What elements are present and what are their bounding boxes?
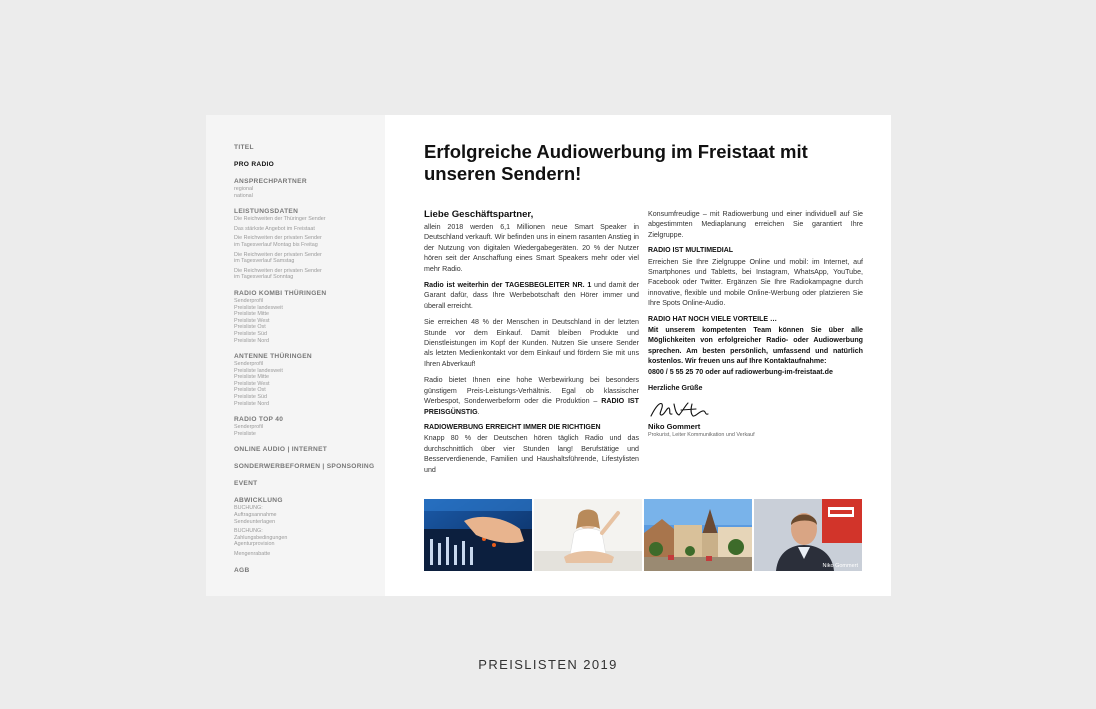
signature-image xyxy=(648,398,863,420)
sidebar-subitem[interactable]: Die Reichweiten der privaten Sender im Tagesverlauf Samstag xyxy=(234,251,322,265)
sidebar-section xyxy=(234,177,385,199)
page-title-line-2: unseren Sendern! xyxy=(424,163,582,184)
sidebar-subitem[interactable]: Preisliste Süd xyxy=(234,394,267,401)
paragraph-konsumfreudige: Konsumfreudige – mit Radiowerbung und einer individuell auf Sie abgestimmten Mediaplanung erreichen Sie garantiert Ihre Zielgruppe. xyxy=(648,210,863,239)
sidebar-subitem[interactable]: Preisliste xyxy=(234,430,256,437)
contact-line: 0800 / 5 55 25 70 oder auf radiowerbung-im-freistaat.de xyxy=(648,367,833,376)
paragraph-smart-speaker: allein 2018 werden 6,1 Millionen neue Smart Speaker in Deutschland verkauft. Wir befinden uns in einem rasanten Anstieg in der Nutzung von digitalen Wiedergabegeräten. 20 % der Nutzer hören seit der Anschaffung eines Smart Speakers mehr oder viel mehr Radio. xyxy=(424,223,639,273)
sidebar-item[interactable]: ANSPRECHPARTNER xyxy=(234,178,307,185)
page-title-line-1: Erfolgreiche Audiowerbung im Freistaat mit xyxy=(424,141,808,162)
sidebar-subitem[interactable]: Preisliste Mitte xyxy=(234,374,270,381)
sidebar-subitem[interactable]: Preisliste Ost xyxy=(234,324,266,331)
sidebar-subitem[interactable]: regional xyxy=(234,186,254,192)
greeting: Liebe Geschäftspartner, xyxy=(424,209,534,220)
sidebar-subitem[interactable]: BUCHUNG: Zahlungsbedingungen Agenturprovision xyxy=(234,528,288,548)
signature-role: Prokurist, Leiter Kommunikation und Verkauf xyxy=(648,431,755,438)
sidebar-subitem[interactable]: Die Reichweiten der privaten Sender im Tagesverlauf Montag bis Freitag xyxy=(234,235,322,248)
sidebar-subitem[interactable]: Preisliste West xyxy=(234,380,270,387)
sidebar-item[interactable]: PRO RADIO xyxy=(234,161,275,168)
paragraph-preisguenstig xyxy=(424,375,639,417)
sidebar-subitem[interactable]: Das stärkste Angebot im Freistaat xyxy=(234,225,315,232)
paragraph-tagesbegleiter xyxy=(424,280,639,311)
sidebar-section xyxy=(234,462,385,471)
sidebar-item[interactable]: EVENT xyxy=(234,480,258,488)
sidebar-item[interactable]: AGB xyxy=(234,566,250,574)
sidebar-subitem[interactable]: Preisliste West xyxy=(234,317,270,324)
photo-woman-headphones xyxy=(534,499,642,571)
sidebar-navigation xyxy=(206,115,385,596)
sidebar-subitem[interactable]: Senderprofil xyxy=(234,297,264,304)
heading-multimedial: RADIO IST MULTIMEDIAL xyxy=(648,247,734,255)
sidebar-item[interactable]: RADIO TOP 40 xyxy=(234,416,284,424)
sidebar-item[interactable]: ONLINE AUDIO | INTERNET xyxy=(234,446,328,454)
sidebar-section xyxy=(234,566,385,575)
sidebar-item[interactable]: TITEL xyxy=(234,144,254,151)
paragraph-einkauf: Sie erreichen 48 % der Menschen in Deutschland in der letzten Stunde vor dem Einkauf. Damit bleiben Produkte und Dienstleistungen im Kopf der Kunden. Nutzen Sie unsere Sender als letzten Medienkontakt vor dem Einkauf und fördern Sie mit uns Ihren Abverkauf! xyxy=(424,318,639,368)
sidebar-section xyxy=(234,415,385,437)
photo-caption: Niko Gommert xyxy=(822,563,858,569)
sidebar-subitem[interactable]: Die Reichweiten der privaten Sender im Tagesverlauf Sonntag xyxy=(234,267,322,281)
heading-vorteile: RADIO HAT NOCH VIELE VORTEILE … xyxy=(648,315,777,323)
page-title xyxy=(424,141,864,185)
sidebar-subitem[interactable]: Preisliste Süd xyxy=(234,330,267,337)
sidebar-subitem[interactable]: Senderprofil xyxy=(234,361,264,368)
sidebar-section xyxy=(234,143,385,152)
sidebar-section xyxy=(234,496,385,557)
sidebar-subitem[interactable]: BUCHUNG: Auftragsannahme Sendeunterlagen xyxy=(234,505,277,525)
sidebar-item[interactable]: LEISTUNGSDATEN xyxy=(234,208,299,216)
sidebar-section xyxy=(234,160,385,169)
paragraph-zielgruppen: Knapp 80 % der Deutschen hören täglich Radio und das durchschnittlich über vier Stunden lang! Berufstätige und Besserverdienende, Familien und Haushaltsführende, Lifestylisten und xyxy=(424,434,639,474)
brochure-page xyxy=(206,115,891,596)
photo-mixing-desk xyxy=(424,499,532,571)
photo-niko-gommert xyxy=(754,499,862,571)
text-column-right xyxy=(648,209,863,439)
photo-city-square xyxy=(644,499,752,571)
sidebar-section xyxy=(234,207,385,281)
paragraph-online: Erreichen Sie Ihre Zielgruppe Online und mobil: im Internet, auf Smartphones und Tabletts, bei Instagram, WhatsApp, YouTube, Facebook oder Twitter. Ergänzen Sie Ihre Radiokampagne durch innovative, flexible und mobile Online-Werbung oder platzieren Sie Ihre Spots Online-Audio. xyxy=(648,257,863,308)
sidebar-subitem[interactable]: Preisliste landesweit xyxy=(234,304,283,311)
paragraph-preisguenstig-bold: RADIO IST PREISGÜNSTIG xyxy=(424,397,639,416)
sidebar-section xyxy=(234,352,385,407)
paragraph-tagesbegleiter-bold: Radio ist weiterhin der TAGESBEGLEITER NR. 1 xyxy=(424,281,592,290)
paragraph-tagesbegleiter-text: und damit der Garant dafür, dass Ihre Werbebotschaft den Hörer immer und überall erreicht. xyxy=(424,281,639,310)
text-column-left xyxy=(424,209,639,481)
sidebar-section xyxy=(234,445,385,454)
sidebar-subitem[interactable]: Preisliste Nord xyxy=(234,337,270,344)
footer-label: PREISLISTEN 2019 xyxy=(478,657,618,672)
photo-strip xyxy=(424,499,863,571)
sidebar-section xyxy=(234,289,385,344)
sidebar-subitem[interactable]: national xyxy=(234,192,253,199)
sidebar-item[interactable]: RADIO KOMBI THÜRINGEN xyxy=(234,289,327,297)
sidebar-subitem[interactable]: Preisliste Nord xyxy=(234,400,270,407)
sidebar-item[interactable]: ABWICKLUNG xyxy=(234,497,283,505)
sidebar-subitem[interactable]: Senderprofil xyxy=(234,424,264,431)
signature-name: Niko Gommert xyxy=(648,421,701,431)
sidebar-subitem[interactable]: Preisliste Ost xyxy=(234,387,266,394)
sidebar-subitem[interactable]: Preisliste landesweit xyxy=(234,367,283,374)
sidebar-section xyxy=(234,479,385,488)
sidebar-subitem[interactable]: Die Reichweiten der Thüringer Sender xyxy=(234,216,326,223)
paragraph-preisguenstig-end: . xyxy=(477,407,480,416)
paragraph-team: Mit unserem kompetenten Team können Sie über alle Möglichkeiten von erfolgreicher Radio- oder Audiowerbung sprechen. Am besten persönlich, umfassend und natürlich kostenlos. Wir freuen uns auf Ihre Kontaktaufnahme: xyxy=(648,326,863,366)
sidebar-subitem[interactable]: Preisliste Mitte xyxy=(234,311,270,318)
sidebar-item[interactable]: ANTENNE THÜRINGEN xyxy=(234,353,312,361)
sidebar-item[interactable]: SONDERWERBEFORMEN | SPONSORING xyxy=(234,463,375,471)
main-content xyxy=(424,141,864,474)
sidebar-subitem[interactable]: Mengenrabatte xyxy=(234,551,271,557)
paragraph-preisguenstig-text: Radio bietet Ihnen eine hohe Werbewirkung bei besonders günstigem Preis-Leistungs-Verhältnis. Egal ob klassischer Werbespot, Sonderwerbeform oder die Produktion – xyxy=(424,376,639,406)
closing-line: Herzliche Grüße xyxy=(648,384,703,393)
heading-richtigen: RADIOWERBUNG ERREICHT IMMER DIE RICHTIGEN xyxy=(424,423,601,431)
